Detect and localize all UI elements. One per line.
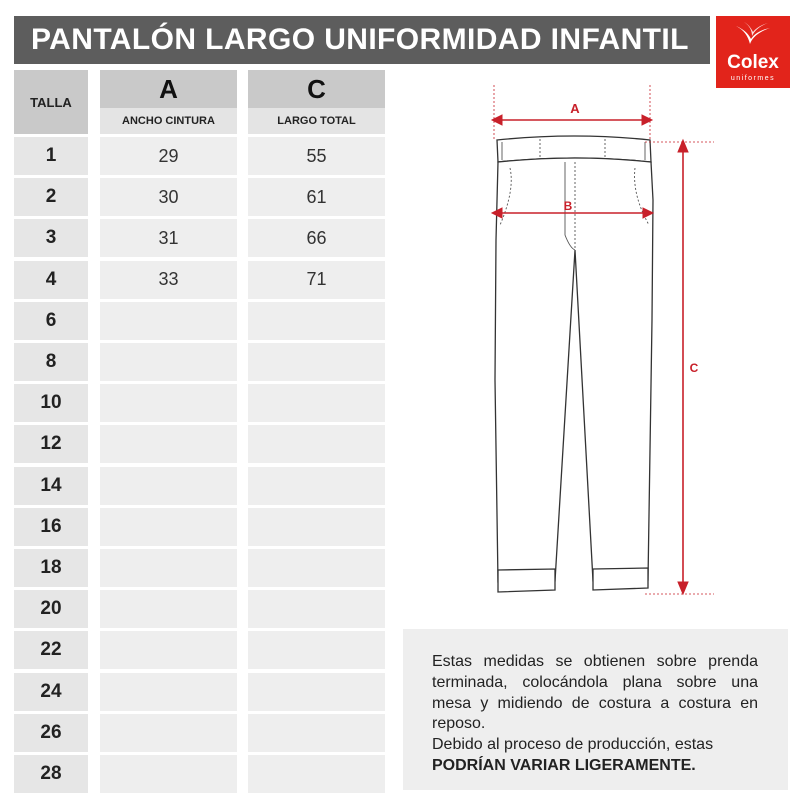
waist-width-cell [100,631,237,669]
pants-diagram [480,80,720,610]
column-a-letter: A [100,70,237,108]
size-cell: 10 [14,384,88,422]
logo-name: Colex [727,52,779,73]
label-a: A [570,101,580,116]
column-c-label: LARGO TOTAL [248,108,385,134]
size-cell: 1 [14,137,88,175]
total-length-cell [248,631,385,669]
waist-width-cell: 30 [100,178,237,216]
size-cell: 18 [14,549,88,587]
page-title: PANTALÓN LARGO UNIFORMIDAD INFANTIL [31,23,689,56]
size-column-header: TALLA [14,70,88,134]
waist-width-cell [100,714,237,752]
total-length-cell: 61 [248,178,385,216]
title-bar [14,16,710,64]
brand-logo [716,16,790,88]
size-cell: 22 [14,631,88,669]
column-c-letter: C [248,70,385,108]
size-cell: 4 [14,261,88,299]
size-cell: 2 [14,178,88,216]
measure-c [645,140,714,594]
size-cell: 24 [14,673,88,711]
waist-width-cell [100,755,237,793]
size-cell: 26 [14,714,88,752]
total-length-cell [248,673,385,711]
total-length-cell [248,755,385,793]
total-length-cell [248,549,385,587]
total-length-cell [248,508,385,546]
label-b: B [563,199,573,213]
size-cell: 20 [14,590,88,628]
waist-width-cell: 29 [100,137,237,175]
waist-width-cell [100,384,237,422]
size-cell: 8 [14,343,88,381]
total-length-cell [248,343,385,381]
waist-width-cell [100,343,237,381]
note-paragraph-2: Debido al proceso de producción, estas [432,736,714,754]
size-cell: 12 [14,425,88,463]
waist-width-cell: 33 [100,261,237,299]
note-paragraph-1: Estas medidas se obtienen sobre prenda terminada, colocándola plana sobre una mesa y midiendo de costura a costura en reposo. [432,653,758,733]
waist-width-cell [100,508,237,546]
waist-width-cell [100,302,237,340]
waist-width-cell [100,467,237,505]
size-cell: 14 [14,467,88,505]
column-a-label: ANCHO CINTURA [100,108,237,134]
waist-width-cell [100,673,237,711]
total-length-cell [248,384,385,422]
label-c: C [689,361,699,375]
size-cell: 16 [14,508,88,546]
waist-width-cell [100,590,237,628]
note-emphasis: PODRÍAN VARIAR LIGERAMENTE. [432,756,696,774]
total-length-cell [248,425,385,463]
total-length-cell [248,590,385,628]
total-length-cell [248,302,385,340]
size-cell: 3 [14,219,88,257]
size-cell: 6 [14,302,88,340]
logo-subtitle: uniformes [730,75,776,82]
bird-icon [730,20,776,52]
note-text [432,652,758,777]
size-cell: 28 [14,755,88,793]
total-length-cell [248,467,385,505]
total-length-cell: 71 [248,261,385,299]
total-length-cell [248,714,385,752]
waist-width-cell [100,425,237,463]
total-length-cell: 66 [248,219,385,257]
waist-width-cell [100,549,237,587]
total-length-cell: 55 [248,137,385,175]
measurement-note [403,629,788,790]
pants-outline [495,136,653,592]
waist-width-cell: 31 [100,219,237,257]
